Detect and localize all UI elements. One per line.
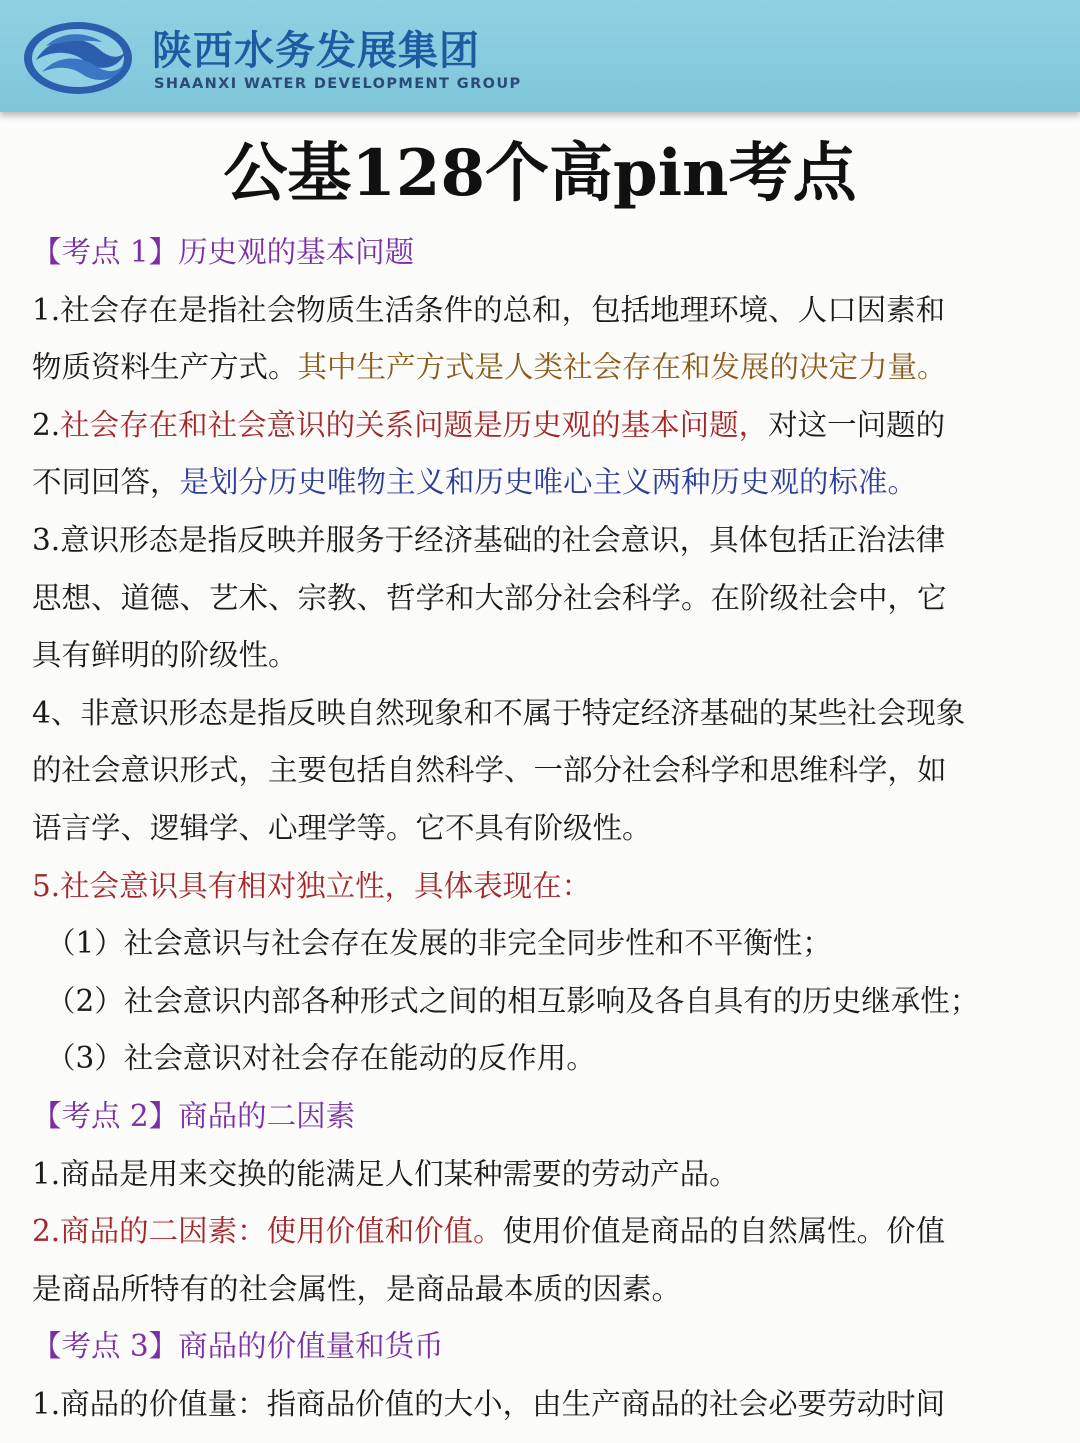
paragraph-3-line-1: 3.意识形态是指反映并服务于经济基础的社会意识，具体包括正治法律 bbox=[32, 522, 946, 557]
paragraph-4-line-2: 的社会意识形式，主要包括自然科学、一部分社会科学和思维科学，如 bbox=[32, 753, 947, 788]
paragraph-k3-1: 1.商品的价值量：指商品价值的大小，由生产商品的社会必要劳动时间 bbox=[32, 1386, 946, 1421]
section-heading-3: 【考点 3】商品的价值量和货币 bbox=[32, 1329, 444, 1364]
water-wave-logo-icon bbox=[22, 20, 134, 96]
body-text: 对这一问题的 bbox=[768, 407, 946, 442]
body-text: 不同回答， bbox=[32, 465, 180, 500]
paragraph-3-line-2: 思想、道德、艺术、宗教、哲学和大部分社会科学。在阶级社会中，它 bbox=[32, 580, 947, 615]
paragraph-k2-1: 1.商品是用来交换的能满足人们某种需要的劳动产品。 bbox=[32, 1156, 739, 1191]
paragraph-3-line-3: 具有鲜明的阶级性。 bbox=[32, 638, 298, 673]
page-title: 公基128个高pin考点 bbox=[223, 136, 857, 211]
highlight-text: 社会存在和社会意识的关系问题是历史观的基本问题， bbox=[60, 407, 769, 442]
section-heading-2: 【考点 2】商品的二因素 bbox=[32, 1098, 356, 1133]
highlight-text: 是划分历史唯物主义和历史唯心主义两种历史观的标准。 bbox=[179, 465, 918, 500]
brand-name-cn: 陕西水务发展集团 bbox=[152, 28, 480, 74]
body-text: 物质资料生产方式。 bbox=[32, 350, 298, 385]
body-text: 使用价值是商品的自然属性。价值 bbox=[502, 1214, 946, 1249]
paragraph-2-line-2 bbox=[32, 454, 1052, 512]
section-heading-1: 【考点 1】历史观的基本问题 bbox=[32, 235, 415, 269]
paragraph-4-line-3: 语言学、逻辑学、心理学等。它不具有阶级性。 bbox=[32, 810, 652, 845]
list-item: （1）社会意识与社会存在发展的非完全同步性和不平衡性； bbox=[46, 926, 832, 961]
brand-name-en: SHAANXI WATER DEVELOPMENT GROUP bbox=[154, 76, 522, 92]
list-item: （2）社会意识内部各种形式之间的相互影响及各自具有的历史继承性； bbox=[46, 983, 980, 1018]
item-number: 2. bbox=[32, 407, 61, 442]
paragraph-2-line-1 bbox=[32, 397, 1052, 455]
document-body bbox=[32, 224, 1052, 1433]
paragraph-5-heading: 5.社会意识具有相对独立性，具体表现在： bbox=[32, 868, 592, 903]
paragraph-1-line-1: 1.社会存在是指社会物质生活条件的总和，包括地理环境、人口因素和 bbox=[32, 292, 946, 327]
list-item: （3）社会意识对社会存在能动的反作用。 bbox=[46, 1041, 596, 1076]
highlight-text: 其中生产方式是人类社会存在和发展的决定力量。 bbox=[297, 350, 947, 385]
header-bar bbox=[0, 0, 1080, 112]
paragraph-k2-2-line-2: 是商品所特有的社会属性，是商品最本质的因素。 bbox=[32, 1271, 682, 1306]
paragraph-4-line-1: 4、非意识形态是指反映自然现象和不属于特定经济基础的某些社会现象 bbox=[32, 695, 966, 730]
paragraph-k2-2-line-1 bbox=[32, 1203, 1052, 1261]
paragraph-1-line-2 bbox=[32, 339, 1052, 397]
highlight-text: 2.商品的二因素：使用价值和价值。 bbox=[32, 1214, 503, 1249]
